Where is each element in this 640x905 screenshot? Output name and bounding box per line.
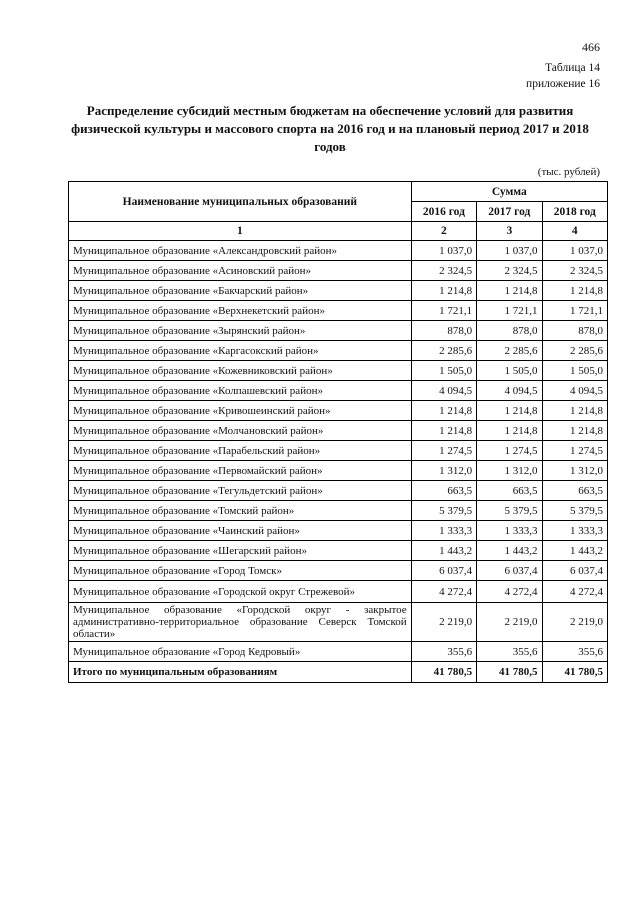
value-2018: 663,5 <box>542 481 607 501</box>
value-2018: 1 037,0 <box>542 241 607 261</box>
value-2018: 1 274,5 <box>542 441 607 461</box>
table-body <box>69 241 608 662</box>
value-2016: 878,0 <box>411 321 476 341</box>
value-2016: 355,6 <box>411 642 476 662</box>
header-name: Наименование муниципальных образований <box>69 182 412 222</box>
table-row <box>69 301 608 321</box>
municipality-name: Муниципальное образование «Каргасокский район» <box>69 341 412 361</box>
table-row <box>69 441 608 461</box>
municipality-name: Муниципальное образование «Шегарский район» <box>69 541 412 561</box>
value-2017: 1 214,8 <box>477 281 542 301</box>
value-2016: 2 324,5 <box>411 261 476 281</box>
value-2016: 1 333,3 <box>411 521 476 541</box>
value-2018: 1 505,0 <box>542 361 607 381</box>
municipality-name: Муниципальное образование «Александровский район» <box>69 241 412 261</box>
value-2016: 5 379,5 <box>411 501 476 521</box>
municipality-name: Муниципальное образование «Зырянский район» <box>69 321 412 341</box>
value-2016: 1 505,0 <box>411 361 476 381</box>
value-2016: 6 037,4 <box>411 561 476 581</box>
municipality-name: Муниципальное образование «Молчановский район» <box>69 421 412 441</box>
table-row <box>69 603 608 642</box>
table-row <box>69 521 608 541</box>
value-2017: 1 721,1 <box>477 301 542 321</box>
subsidy-table <box>68 181 608 683</box>
table-row <box>69 341 608 361</box>
column-index: 1 <box>69 222 412 241</box>
municipality-name: Муниципальное образование «Чаинский район» <box>69 521 412 541</box>
municipality-name: Муниципальное образование «Город Томск» <box>69 561 412 581</box>
table-reference <box>526 60 600 92</box>
value-2018: 1 443,2 <box>542 541 607 561</box>
table-row <box>69 561 608 581</box>
total-2016: 41 780,5 <box>411 662 476 683</box>
total-2017: 41 780,5 <box>477 662 542 683</box>
table-row <box>69 381 608 401</box>
table-ref-line2: приложение 16 <box>526 78 600 90</box>
municipality-name: Муниципальное образование «Верхнекетский район» <box>69 301 412 321</box>
units-note: (тыс. рублей) <box>537 166 600 178</box>
column-index: 3 <box>477 222 542 241</box>
value-2017: 663,5 <box>477 481 542 501</box>
page-number: 466 <box>582 40 600 54</box>
value-2016: 1 214,8 <box>411 281 476 301</box>
value-2016: 1 274,5 <box>411 441 476 461</box>
value-2018: 2 219,0 <box>542 603 607 642</box>
value-2016: 1 443,2 <box>411 541 476 561</box>
value-2018: 1 214,8 <box>542 421 607 441</box>
value-2018: 4 272,4 <box>542 581 607 603</box>
value-2016: 2 219,0 <box>411 603 476 642</box>
table-row <box>69 501 608 521</box>
total-label: Итого по муниципальным образованиям <box>69 662 412 683</box>
table-ref-line1: Таблица 14 <box>545 62 600 74</box>
value-2016: 1 037,0 <box>411 241 476 261</box>
table-row <box>69 261 608 281</box>
total-row <box>69 662 608 683</box>
value-2017: 1 214,8 <box>477 401 542 421</box>
value-2017: 2 285,6 <box>477 341 542 361</box>
value-2018: 1 333,3 <box>542 521 607 541</box>
table-row <box>69 421 608 441</box>
header-sum: Сумма <box>411 182 607 202</box>
table-row <box>69 241 608 261</box>
municipality-name: Муниципальное образование «Тегульдетский район» <box>69 481 412 501</box>
municipality-name: Муниципальное образование «Кожевниковский район» <box>69 361 412 381</box>
value-2016: 1 312,0 <box>411 461 476 481</box>
table-row <box>69 321 608 341</box>
column-index: 2 <box>411 222 476 241</box>
value-2018: 1 721,1 <box>542 301 607 321</box>
value-2018: 1 214,8 <box>542 401 607 421</box>
value-2018: 6 037,4 <box>542 561 607 581</box>
value-2017: 2 219,0 <box>477 603 542 642</box>
table-row <box>69 642 608 662</box>
header-year-2018: 2018 год <box>542 202 607 222</box>
table-row <box>69 481 608 501</box>
value-2018: 5 379,5 <box>542 501 607 521</box>
value-2017: 4 272,4 <box>477 581 542 603</box>
value-2018: 355,6 <box>542 642 607 662</box>
municipality-name: Муниципальное образование «Первомайский район» <box>69 461 412 481</box>
value-2017: 355,6 <box>477 642 542 662</box>
value-2018: 2 324,5 <box>542 261 607 281</box>
table-row <box>69 541 608 561</box>
value-2016: 4 094,5 <box>411 381 476 401</box>
value-2017: 1 037,0 <box>477 241 542 261</box>
value-2017: 1 214,8 <box>477 421 542 441</box>
value-2018: 4 094,5 <box>542 381 607 401</box>
table-row <box>69 461 608 481</box>
value-2017: 1 312,0 <box>477 461 542 481</box>
value-2016: 663,5 <box>411 481 476 501</box>
municipality-name: Муниципальное образование «Томский район» <box>69 501 412 521</box>
municipality-name: Муниципальное образование «Город Кедровый» <box>69 642 412 662</box>
header-year-2017: 2017 год <box>477 202 542 222</box>
value-2016: 2 285,6 <box>411 341 476 361</box>
value-2018: 1 214,8 <box>542 281 607 301</box>
value-2016: 1 214,8 <box>411 421 476 441</box>
value-2016: 1 214,8 <box>411 401 476 421</box>
table-row <box>69 401 608 421</box>
municipality-name: Муниципальное образование «Городской округ Стрежевой» <box>69 581 412 603</box>
value-2017: 1 443,2 <box>477 541 542 561</box>
municipality-name: Муниципальное образование «Колпашевский район» <box>69 381 412 401</box>
value-2018: 878,0 <box>542 321 607 341</box>
value-2017: 4 094,5 <box>477 381 542 401</box>
value-2017: 6 037,4 <box>477 561 542 581</box>
value-2017: 5 379,5 <box>477 501 542 521</box>
total-2018: 41 780,5 <box>542 662 607 683</box>
header-year-2016: 2016 год <box>411 202 476 222</box>
value-2017: 1 505,0 <box>477 361 542 381</box>
value-2017: 2 324,5 <box>477 261 542 281</box>
municipality-name: Муниципальное образование «Парабельский район» <box>69 441 412 461</box>
table-row <box>69 581 608 603</box>
table-row <box>69 361 608 381</box>
value-2018: 1 312,0 <box>542 461 607 481</box>
column-index: 4 <box>542 222 607 241</box>
municipality-name: Муниципальное образование «Городской округ - закрытое административно-территориальное образование Северск Томской области» <box>69 603 412 642</box>
document-title: Распределение субсидий местным бюджетам на обеспечение условий для развития физической культуры и массового спорта на 2016 год и на плановый период 2017 и 2018 годов <box>71 103 589 154</box>
table-row <box>69 281 608 301</box>
value-2016: 4 272,4 <box>411 581 476 603</box>
municipality-name: Муниципальное образование «Асиновский район» <box>69 261 412 281</box>
municipality-name: Муниципальное образование «Кривошеинский район» <box>69 401 412 421</box>
value-2017: 1 274,5 <box>477 441 542 461</box>
value-2017: 1 333,3 <box>477 521 542 541</box>
value-2018: 2 285,6 <box>542 341 607 361</box>
value-2016: 1 721,1 <box>411 301 476 321</box>
municipality-name: Муниципальное образование «Бакчарский район» <box>69 281 412 301</box>
value-2017: 878,0 <box>477 321 542 341</box>
